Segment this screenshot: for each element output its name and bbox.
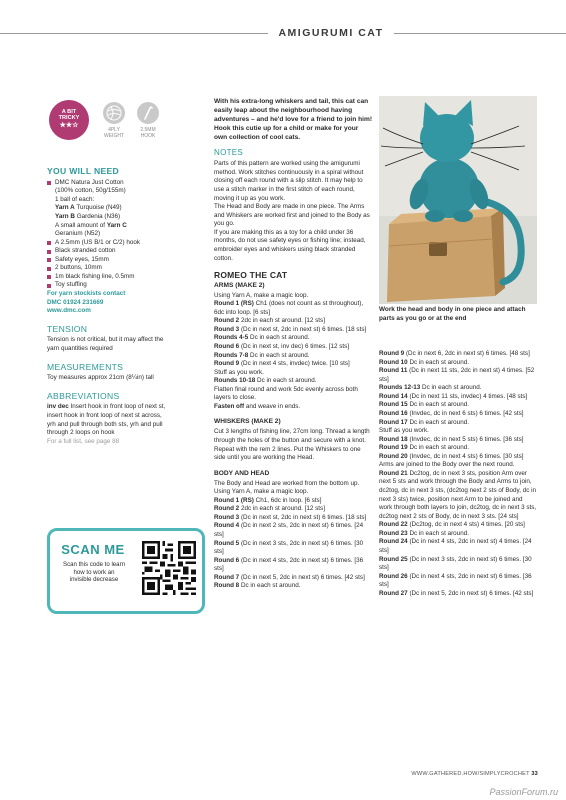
qr-code-icon[interactable] [142,541,196,595]
body-p1: The Body and Head are worked from the bottom up. [214,479,360,487]
list-item: Yarn B Gardenia (N36) [55,212,121,220]
body-round: Round 9 (Dc in next 6, 2dc in next st) 6 times. [48 sts] [379,350,530,357]
weight-label-2: WEIGHT [104,133,124,139]
weight-label-1: 4PLY [108,127,120,133]
amigurumi-cat-image [379,96,537,304]
page-footer [388,771,538,779]
list-item: DMC Natura Just Cotton [47,179,167,188]
body-round: Rounds 12-13 Dc in each st around. [379,384,482,392]
sidebar [47,98,167,446]
body-p2: Using Yarn A, make a magic loop. [214,488,309,496]
materials-list [47,179,167,290]
list-item: 2 buttons, 10mm [47,264,167,273]
difficulty-badge [49,100,89,140]
arms-round: Round 3 (Dc in next st, 2dc in next st) 6 times. [18 sts] [214,325,367,333]
intro-text: With his extra-long whiskers and tail, this cat can easily leap about the neighbourhood having adventures – and he'd love for a friend to join him! Hook this cutie up for a child or make for your own collection of cool cats. [214,98,373,142]
body-round: Round 16 (Invdec, dc in next 6 sts) 6 times. [42 sts] [379,409,524,417]
whiskers-heading: WHISKERS (MAKE 2) [214,418,281,426]
body-round: Round 18 (Invdec, dc in next 5 sts) 6 times. [36 sts] [379,435,524,443]
weight-badge [99,102,129,139]
header-rule-left [0,33,268,34]
body-round: Round 21 Dc2tog, dc in next 3 sts, position Arm over next 5 sts and work through the Body and Arms to join, dc2tog, dc in next 3 sts, (dc2tog next 2 sts of Body, dc in next 3 sts) twice, position next Arm to be joined and work through both layers to join, dc2tog, dc in next 3 sts, dc2tog next 2 sts of Body, dc in next 3 sts. [24 sts] [379,469,537,520]
hook-badge [133,102,163,139]
body-round: Round 14 (Dc in next 11 sts, invdec) 4 times. [48 sts] [379,392,528,400]
yarn-ball-icon [103,102,125,124]
list-item: A 2.5mm (US B/1 or C/2) hook [47,239,167,248]
header-rule-right [394,33,566,34]
arms-join-note: Arms are joined to the Body over the next round. [379,461,515,469]
stockists-text: For yarn stockists contact [47,290,126,297]
tension-heading: TENSION [47,323,88,334]
arms-round: Round 6 (Dc in next st, inv dec) 6 times. [12 sts] [214,342,350,350]
stockists-web[interactable]: www.dmc.com [47,307,91,315]
whiskers-text: Cut 3 lengths of fishing line, 27cm long. Thread a length through the holes of the button and secure with a knot. Repeat with the rem 2 lines. Put the Whiskers to one side until you are working the Head. [214,428,370,462]
abbreviation-entry: inv dec Insert hook in front loop of next st, insert hook in front loop of next st across, yrh and pull through both sts, yrh and pull through 2 loops on hook [47,403,166,437]
arms-heading: ARMS (MAKE 2) [214,281,265,289]
stockists-phone: DMC 01924 231669 [47,298,104,306]
body-round: Round 15 Dc in each st around. [379,401,469,409]
scan-me-text: Scan this code to learn how to work an invisible decrease [63,561,125,584]
scan-me-title: SCAN ME [61,542,125,557]
body-heading: BODY AND HEAD [214,469,270,477]
scan-me-box [47,528,205,614]
crochet-hook-icon [137,102,159,124]
body-round: Round 3 (Dc in next st, 2dc in next st) 6 times. [18 sts] [214,513,367,521]
body-round: Round 27 (Dc in next 5, 2dc in next st) 6 times. [42 sts] [379,589,534,597]
body-round: Round 4 (Dc in next 2 sts, 2dc in next st) 6 times. [24 sts] [214,522,364,538]
body-round: Round 7 (Dc in next 5, 2dc in next st) 6 times. [42 sts] [214,573,365,581]
body-round: Round 20 (Invdec, dc in next 4 sts) 6 times. [30 sts] [379,452,524,460]
romeo-heading: ROMEO THE CAT [214,270,288,281]
arms-flatten: Flatten final round and work 5dc evenly across both layers to close. [214,385,358,402]
column-right [379,350,537,598]
list-item: Toy stuffing [47,281,167,290]
body-round: Round 2 2dc in each st around. [12 sts] [214,505,325,513]
list-item: 1 ball of each: [55,195,95,203]
you-will-need-heading: YOU WILL NEED [47,166,120,176]
difficulty-label: A BIT TRICKY [58,109,80,121]
cat-photo [379,96,537,304]
list-item: Yarn A Turquoise (N49) [55,204,122,212]
difficulty-stars: ★★☆ [59,121,79,129]
body-round: Round 10 Dc in each st around. [379,358,469,366]
body-round: Round 1 (RS) Ch1, 6dc in loop. [6 sts] [214,496,322,504]
notes-heading: NOTES [214,148,244,158]
list-item: Black stranded cotton [47,247,167,256]
list-item: Safety eyes, 15mm [47,256,167,265]
list-item: 1m black fishing line, 0.5mm [47,273,167,282]
badges [47,98,167,160]
body-round: Round 5 (Dc in next 3 sts, 2dc in next st) 6 times. [30 sts] [214,539,364,556]
arms-round: Round 9 (Dc in next 4 sts, invdec) twice. [10 sts] [214,360,350,368]
body-round: Round 17 Dc in each st around. [379,418,469,426]
arms-start: Using Yarn A, make a magic loop. [214,291,309,299]
body-round: Round 11 (Dc in next 11 sts, 2dc in next st) 4 times. [52 sts] [379,367,535,383]
body-round: Round 8 Dc in each st around. [214,582,301,590]
notes-p3: If you are making this as a toy for a child under 36 months, do not use safety eyes or fishing line; instead, embroider eyes and whiskers using black stranded cotton. [214,228,366,262]
measurements-text: Toy measures approx 21cm (8¼in) tall [47,374,154,382]
arms-round: Rounds 4-5 Dc in each st around. [214,334,310,342]
hook-label-2: HOOK [140,133,156,139]
body-round: Round 23 Dc in each st around. [379,529,469,537]
arms-round: Rounds 7-8 Dc in each st around. [214,351,310,359]
photo-caption: Work the head and body in one piece and attach parts as you go or at the end [379,306,526,322]
body-round: Round 6 (Dc in next 4 sts, 2dc in next st) 6 times. [36 sts] [214,556,364,573]
notes-p1: Parts of this pattern are worked using the amigurumi method. Work stitches continuously in a spiral without closing off each round with a slip stitch. It may help to use a stitch marker in the first stitch of each round, moving it up as you work. [214,160,364,202]
body-round: Round 19 Dc in each st around. [379,444,469,452]
list-item: Geranium (N52) [55,230,101,238]
arms-round: Round 2 2dc in each st around. [12 sts] [214,317,325,325]
hook-label-1: 2.5MM [140,127,156,133]
arms-round: Round 1 (RS) Ch1 (does not count as st throughout), 6dc into loop. [6 sts] [214,300,364,316]
body-round: Round 25 (Dc in next 3 sts, 2dc in next st) 6 times. [30 sts] [379,555,532,572]
column-middle [214,97,372,591]
body-round: Round 24 (Dc in next 4 sts, 2dc in next st) 4 times. [24 sts] [379,538,532,554]
abbreviations-heading: ABBREVIATIONS [47,390,120,401]
notes-p2: The Head and Body are made in one piece. The Arms and Whiskers are worked first and joined to the Body as you go. [214,203,370,228]
arms-round: Rounds 10-18 Dc in each st around. [214,377,317,385]
arms-fasten: Fasten off and weave in ends. [214,402,301,410]
watermark: PassionForum.ru [489,786,558,797]
list-item: A small amount of Yarn C [55,221,127,229]
arms-stuff: Stuff as you work. [214,368,264,376]
page-number: 33 [531,771,538,777]
page-title: AMIGURUMI CAT [278,27,384,39]
stuff-note: Stuff as you work. [379,427,429,435]
footer-url[interactable]: WWW.GATHERED.HOW/SIMPLYCROCHET [411,771,530,777]
body-round: Round 22 (Dc2tog, dc in next 4 sts) 4 times. [20 sts] [379,521,525,529]
measurements-heading: MEASUREMENTS [47,361,124,372]
full-list-note: For a full list, see page 88 [47,437,120,445]
list-item: (100% cotton, 50g/155m) [55,187,126,195]
body-round: Round 26 (Dc in next 4 sts, 2dc in next st) 6 times. [36 sts] [379,572,532,589]
tension-text: Tension is not critical, but it may affect the yarn quantities required [47,336,164,352]
